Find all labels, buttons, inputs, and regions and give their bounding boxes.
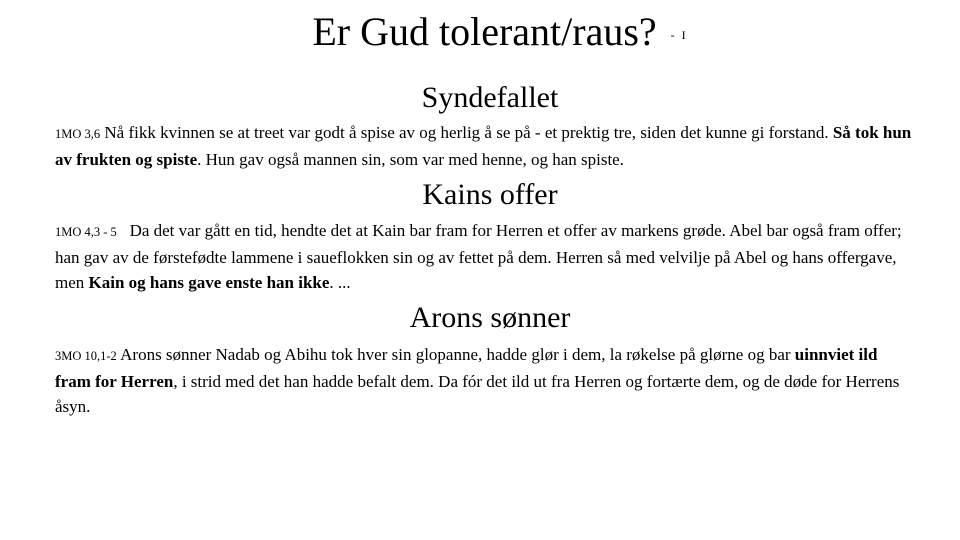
section-text-kains-offer: [55, 218, 915, 295]
slide-title: [0, 8, 960, 56]
verse-text: . Hun gav også mannen sin, som var med henne, og han spiste.: [197, 150, 624, 169]
verse-emphasis: uinnviet ild fram for Herren: [55, 345, 878, 391]
verse-reference: 1MO 3,6: [55, 127, 101, 141]
section-heading-arons-sonner: Arons sønner: [409, 301, 571, 334]
section-text-arons-sonner: [55, 342, 915, 419]
verse-text: Nå fikk kvinnen se at treet var godt å spise av og herlig å se på - et prektig tre, siden det kunne gi forstand.: [100, 123, 833, 142]
section-heading-syndefallet: Syndefallet: [421, 81, 559, 114]
verse-text: Arons sønner Nadab og Abihu tok hver sin glopanne, hadde glør i dem, la røkelse på glørne og bar: [116, 345, 795, 364]
verse-text: . ...: [329, 273, 351, 292]
verse-text: , i strid med det han hadde befalt dem. Da fór det ild ut fra Herren og fortærte dem, og de døde for Herrens åsyn.: [55, 372, 900, 416]
verse-text: Da det var gått en tid, hendte det at Kain bar fram for Herren et offer av markens grøde. Abel bar også fram offer; han gav av de førstefødte lammene i saueflokken sin og av fettet på dem. Herren så med velvilje på Abel og hans offergave, men: [55, 221, 906, 292]
verse-emphasis: Så tok hun av frukten og spiste: [55, 123, 912, 169]
verse-reference: 3MO 10,1-2: [55, 349, 117, 363]
verse-emphasis: Kain og hans gave enste han ikke: [88, 273, 330, 292]
title-suffix: - I: [670, 28, 688, 42]
section-text-syndefallet: [55, 120, 915, 172]
section-heading-kains-offer: Kains offer: [422, 178, 558, 211]
verse-reference: 1MO 4,3 - 5: [55, 225, 117, 239]
title-text: Er Gud tolerant/raus?: [312, 9, 657, 54]
